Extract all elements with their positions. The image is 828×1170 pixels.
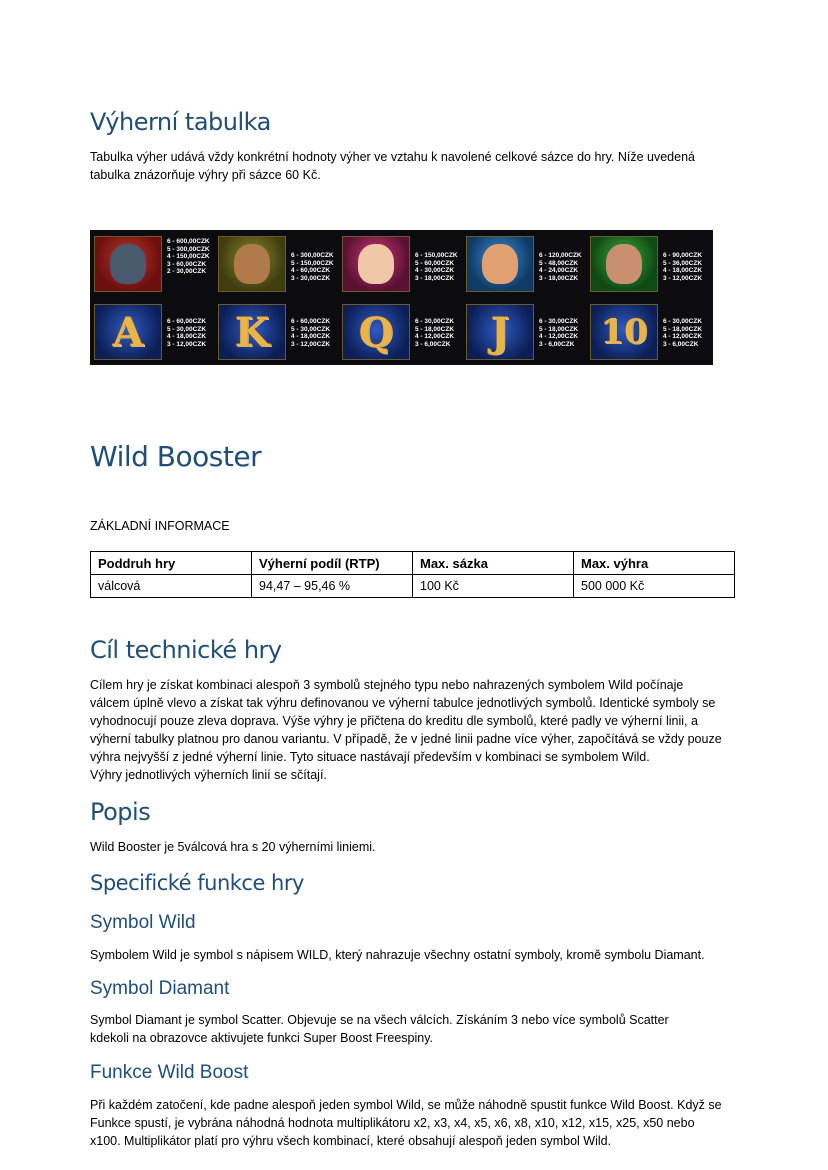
symbol-payout-list: 6 - 30,00CZK 5 - 18,00CZK 4 - 12,00CZK 3 - 6,00CZK <box>415 318 455 348</box>
diamond-text-line: Symbol Diamant je symbol Scatter. Objevuje se na všech válcích. Získáním 3 nebo více symbolů Scatter <box>90 1013 669 1027</box>
basic-info-label: ZÁKLADNÍ INFORMACE <box>90 519 230 533</box>
table-header-row <box>91 552 735 575</box>
table-header: Poddruh hry <box>91 552 252 575</box>
woman-symbol-icon <box>342 236 410 292</box>
goal-text-line: výherní tabulky platnou pro danou variantu. V případě, že v jedné linii padne více výher, započítává se vždy pouze <box>90 732 722 746</box>
symbol-cell <box>338 300 462 363</box>
green-goblin-symbol-icon <box>590 236 658 292</box>
paytable-heading: Výherní tabulka <box>90 108 271 136</box>
symbol-payout-list: 6 - 60,00CZK 5 - 30,00CZK 4 - 18,00CZK 3 - 12,00CZK <box>167 318 207 348</box>
features-heading: Specifické funkce hry <box>90 871 304 895</box>
description-heading: Popis <box>90 798 151 826</box>
table-cell: 500 000 Kč <box>574 575 735 598</box>
symbol-cell <box>586 232 710 295</box>
symbol-cell <box>90 300 214 363</box>
letter-a-symbol-icon: A <box>94 304 162 360</box>
goal-heading: Cíl technické hry <box>90 636 282 664</box>
mustache-man-symbol-icon <box>466 236 534 292</box>
symbol-cell <box>462 300 586 363</box>
symbol-payout-list: 6 - 600,00CZK 5 - 300,00CZK 4 - 150,00CZK 3 - 60,00CZK 2 - 30,00CZK <box>167 238 210 276</box>
table-cell: válcová <box>91 575 252 598</box>
werewolf-symbol-icon <box>94 236 162 292</box>
symbol-paytable-banner <box>90 230 713 365</box>
basic-info-table <box>90 551 735 598</box>
goal-text-line: Výhry jednotlivých výherních linií se sčítají. <box>90 768 327 782</box>
letter-j-symbol-icon: J <box>466 304 534 360</box>
wild-boost-text-line: x100. Multiplikátor platí pro výhru všech kombinací, které obsahují alespoň jeden symbol Wild. <box>90 1134 612 1148</box>
letter-q-symbol-icon: Q <box>342 304 410 360</box>
goal-text-line: výhra nejvyšší z jedné výherní linie. Tyto situace nastávají především v kombinaci se symbolem Wild. <box>90 750 650 764</box>
symbol-payout-list: 6 - 300,00CZK 5 - 150,00CZK 4 - 60,00CZK 3 - 30,00CZK <box>291 252 334 282</box>
number-10-symbol-icon: 10 <box>590 304 658 360</box>
description-text: Wild Booster je 5válcová hra s 20 výherními liniemi. <box>90 840 376 854</box>
wild-boost-heading: Funkce Wild Boost <box>90 1062 249 1083</box>
table-header: Výherní podíl (RTP) <box>252 552 413 575</box>
wild-symbol-text: Symbolem Wild je symbol s nápisem WILD, který nahrazuje všechny ostatní symboly, kromě symbolu Diamant. <box>90 948 705 962</box>
table-header: Max. sázka <box>413 552 574 575</box>
symbol-cell <box>462 232 586 295</box>
wild-boost-text-line: Funkce spustí, je vybrána náhodná hodnota multiplikátoru x2, x3, x4, x5, x6, x8, x10, x12, x15, x25, x50 nebo <box>90 1116 695 1130</box>
goal-text-line: válcem úplně vlevo a získat tak výhru definovanou ve výherní tabulce jednotlivých symbolů. Identické symboly se <box>90 696 716 710</box>
paytable-text-line: tabulka znázorňuje výhry při sázce 60 Kč. <box>90 168 321 182</box>
symbol-payout-list: 6 - 150,00CZK 5 - 60,00CZK 4 - 30,00CZK 3 - 18,00CZK <box>415 252 458 282</box>
symbol-cell <box>338 232 462 295</box>
diamond-text-line: kdekoli na obrazovce aktivujete funkci Super Boost Freespiny. <box>90 1031 434 1045</box>
adventurer-symbol-icon <box>218 236 286 292</box>
wild-symbol-heading: Symbol Wild <box>90 912 196 933</box>
symbol-payout-list: 6 - 30,00CZK 5 - 18,00CZK 4 - 12,00CZK 3 - 6,00CZK <box>663 318 703 348</box>
table-row <box>91 575 735 598</box>
symbol-payout-list: 6 - 90,00CZK 5 - 36,00CZK 4 - 18,00CZK 3 - 12,00CZK <box>663 252 703 282</box>
wild-boost-text-line: Při každém zatočení, kde padne alespoň jeden symbol Wild, se může náhodně spustit funkce Wild Boost. Když se <box>90 1098 722 1112</box>
goal-text-line: Cílem hry je získat kombinaci alespoň 3 symbolů stejného typu nebo nahrazených symbolem Wild počínaje <box>90 678 684 692</box>
table-header: Max. výhra <box>574 552 735 575</box>
table-cell: 94,47 – 95,46 % <box>252 575 413 598</box>
diamond-symbol-heading: Symbol Diamant <box>90 978 230 999</box>
symbol-cell <box>214 232 338 295</box>
game-title: Wild Booster <box>90 440 262 473</box>
goal-text-line: vyhodnocují pouze zleva doprava. Výše výhry je přičtena do kreditu dle symbolů, které padly ve výherní linii, a <box>90 714 698 728</box>
symbol-cell <box>90 232 214 295</box>
symbol-payout-list: 6 - 30,00CZK 5 - 18,00CZK 4 - 12,00CZK 3 - 6,00CZK <box>539 318 579 348</box>
paytable-text-line: Tabulka výher udává vždy konkrétní hodnoty výher ve vztahu k navolené celkové sázce do hry. Níže uvedená <box>90 150 695 164</box>
letter-k-symbol-icon: K <box>218 304 286 360</box>
table-cell: 100 Kč <box>413 575 574 598</box>
symbol-payout-list: 6 - 120,00CZK 5 - 48,00CZK 4 - 24,00CZK 3 - 18,00CZK <box>539 252 582 282</box>
symbol-cell <box>214 300 338 363</box>
symbol-cell <box>586 300 710 363</box>
symbol-payout-list: 6 - 60,00CZK 5 - 30,00CZK 4 - 18,00CZK 3 - 12,00CZK <box>291 318 331 348</box>
